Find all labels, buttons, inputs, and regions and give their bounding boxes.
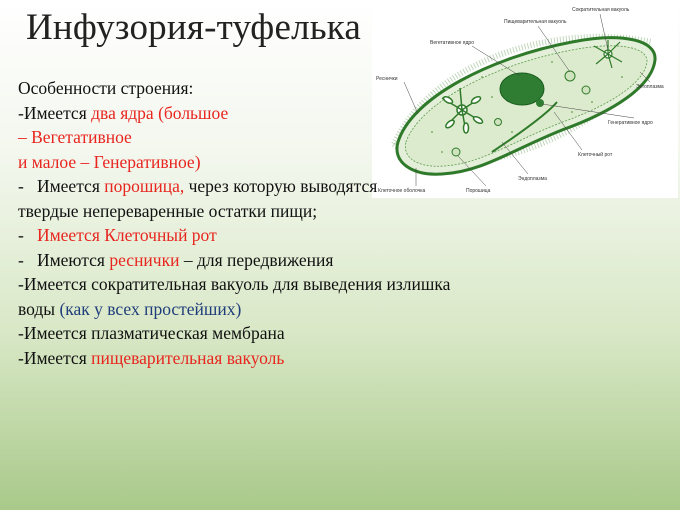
text-line-5: твердые непереваренные остатки пищи; (18, 200, 318, 221)
text-line-6 (18, 223, 608, 248)
label-vegetative-nucleus: Вегетативное ядро (430, 40, 474, 46)
slide-title: Инфузория-туфелька (26, 7, 362, 48)
structure-heading: Особенности строения: (18, 78, 194, 98)
label-cilia: Реснички (376, 76, 398, 82)
text-line-2: – Вегетативное (18, 127, 132, 147)
slide-content (18, 76, 608, 370)
text-plain: -Имеется (18, 347, 92, 368)
text-line-1 (18, 101, 608, 126)
bullet-dash: - (18, 249, 24, 270)
text-line-9 (18, 297, 608, 322)
text-line-7 (18, 248, 608, 273)
label-cell-mouth: Клеточный рот (578, 152, 613, 158)
text-highlight: порошица, (104, 176, 185, 196)
text-highlight: Имеется Клеточный рот (36, 225, 217, 245)
text-line-4 (18, 174, 608, 199)
label-digestive-vacuole: Пищеварительная вакуоль (504, 19, 567, 25)
text-plain: через которую выводятся (184, 176, 378, 196)
label-ectoplasm: Эктоплазма (636, 84, 664, 90)
text-plain: Имеется (36, 176, 105, 196)
label-cytoproct: Порошица (466, 188, 491, 194)
label-endoplasm: Эндоплазма (518, 176, 547, 182)
text-highlight: два ядра (большое (91, 102, 229, 123)
label-generative-nucleus: Генеративное ядро (608, 120, 653, 126)
text-line-11 (18, 346, 608, 371)
text-line-8: -Имеется сократительная вакуоль для выведения излишка (18, 274, 451, 294)
bullet-dash: - (18, 225, 24, 245)
text-note: (как у всех простейших) (59, 298, 242, 319)
text-highlight: пищеварительная вакуоль (91, 347, 285, 368)
text-highlight: реснички (109, 249, 180, 270)
text-plain: воды (18, 298, 60, 319)
label-contractile-vacuole: Сократительная вакуоль (572, 7, 630, 13)
label-cell-membrane: Клеточное оболочка (378, 188, 426, 194)
text-plain: Имеются (36, 249, 110, 270)
text-plain: – для передвижения (179, 249, 334, 270)
bullet-dash: - (18, 176, 24, 196)
text-line-10: -Имеется плазматическая мембрана (18, 323, 285, 343)
text-plain: -Имеется (18, 102, 92, 123)
text-line-3: и малое – Генеративное) (18, 151, 201, 172)
